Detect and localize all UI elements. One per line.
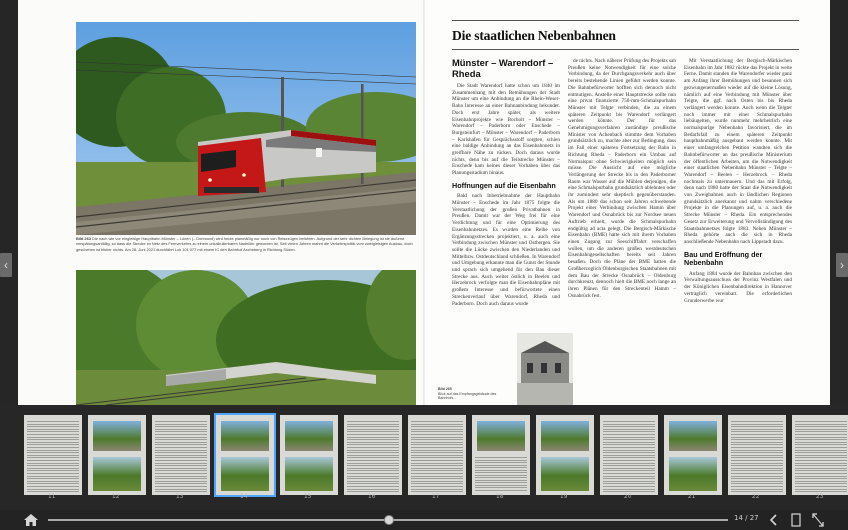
thumbnail-text-line (347, 481, 399, 482)
thumbnail-text-line (411, 486, 463, 487)
thumbnail-text-line (475, 470, 527, 471)
thumbnail-text-line (475, 462, 527, 463)
thumbnail-text-line (475, 477, 527, 478)
thumbnail-text-line (347, 434, 399, 435)
thumbnail-number: 19 (560, 494, 568, 500)
thumbnail-text-line (731, 447, 783, 448)
thumbnail-text-line (347, 421, 399, 422)
thumbnail-text-line (155, 486, 207, 487)
thumbnail-text-line (603, 460, 655, 461)
thumbnail-text-line (795, 426, 847, 427)
thumbnail-page-12[interactable] (88, 415, 146, 495)
thumbnail-text-line (603, 455, 655, 456)
thumbnail-number: 13 (176, 494, 184, 500)
thumbnail-text-line (27, 473, 79, 474)
thumbnail-text-line (411, 465, 463, 466)
thumbnail-text-line (411, 489, 463, 490)
thumbnail-text-line (155, 431, 207, 432)
thumbnail-text-line (27, 465, 79, 466)
thumbnail-text-line (347, 431, 399, 432)
thumbnail-page-19[interactable] (536, 415, 594, 495)
small-photo-caption (438, 387, 508, 401)
thumbnail-text-line (603, 489, 655, 490)
thumbnail-text-line (795, 470, 847, 471)
thumbnail-number: 23 (816, 494, 824, 500)
thumbnail-text-line (155, 465, 207, 466)
thumbnail-page-11[interactable] (24, 415, 82, 495)
thumbnail-text-line (411, 460, 463, 461)
thumbnail-text-line (411, 439, 463, 440)
thumbnail-text-line (27, 421, 79, 422)
thumbnail-text-line (795, 437, 847, 438)
thumbnail-text-line (27, 468, 79, 469)
thumbnail-text-line (27, 491, 79, 492)
article-paragraph: Bald nach Inbetriebnahme der Hauptbahn Münster – Enschede im Jahr 1875 folgte die Verstaatlichung der großen Privatbahnen in Preußen. Damit war der Weg frei für eine Verdichtung und für eine Optimierung des Eisenbahnnetzes. Es wurden eine Reihe von Ergänzungsstrecken projektiert, u. a. auch eine Verbindung zwischen Münster und Ostbergen. Sie sollte die Lücke zwischen den Niederlanden und Mittelbzw. Ostdeutschland schließen. In Warendorf und Umgebung erkannte man die Gunst der Stunde und sprach sich umgehend für den Bau dieser Strecke aus. Auch weiter östlich in Beelen und Herzebrock verfolgte man die Eisenbahnpläne mit großem Interesse und befürwortete einen Streckenverlauf über Warendorf, Rheda und Paderborn. Doch auch daraus wurde (452, 193, 560, 307)
fullscreen-icon[interactable] (812, 513, 824, 527)
thumbnail-text-line (795, 473, 847, 474)
small-caption-label: Bild 265 (438, 387, 452, 391)
thumbnail-text-line (27, 476, 79, 477)
thumbnail-text-line (603, 483, 655, 484)
thumbnail-text-line (411, 452, 463, 453)
thumbnail-text-line (347, 442, 399, 443)
thumbnail-text-line (795, 463, 847, 464)
thumbnail-text-line (27, 470, 79, 471)
thumbnail-text-line (155, 424, 207, 425)
thumbnail-text-line (795, 442, 847, 443)
thumbnail-text-line (347, 444, 399, 445)
thumbnail-text-line (155, 426, 207, 427)
thumbnail-number: 20 (624, 494, 632, 500)
thumbnail-text-line (155, 478, 207, 479)
thumbnail-text-line (155, 460, 207, 461)
thumbnail-text-line (795, 434, 847, 435)
thumbnail-text-line (475, 482, 527, 483)
thumbnail-text-line (27, 489, 79, 490)
thumbnail-text-line (347, 452, 399, 453)
train-photo-bottom (76, 270, 416, 405)
thumbnail-text-line (731, 483, 783, 484)
thumbnail-text-line (27, 426, 79, 427)
thumbnail-text-line (411, 483, 463, 484)
thumbnail-text-line (155, 463, 207, 464)
thumbnail-text-line (603, 421, 655, 422)
thumbnail-text-line (603, 437, 655, 438)
thumbnail-text-line (27, 452, 79, 453)
chevron-left-icon: ‹ (4, 258, 8, 272)
thumbnail-text-line (603, 431, 655, 432)
thumbnail-text-line (795, 481, 847, 482)
thumbnail-text-line (411, 424, 463, 425)
chevron-right-icon: › (840, 258, 844, 272)
thumbnail-text-line (347, 450, 399, 451)
thumbnail-text-line (603, 429, 655, 430)
thumbnail-text-line (603, 426, 655, 427)
thumbnail-text-line (411, 478, 463, 479)
thumbnail-text-line (795, 447, 847, 448)
thumbnail-text-line (27, 442, 79, 443)
thumbnail-text-line (27, 457, 79, 458)
thumbnail-text-line (603, 486, 655, 487)
thumbnail-text-line (475, 485, 527, 486)
text-column-2 (568, 58, 676, 299)
thumbnail-text-line (411, 447, 463, 448)
thumbnail-text-line (475, 465, 527, 466)
thumbnail-page-14[interactable] (216, 415, 274, 495)
thumbnail-photo (669, 457, 717, 491)
thumbnail-number: 15 (304, 494, 312, 500)
article-paragraph: Mit Verstaatlichung der Bergisch-Märkischen Eisenbahn im Jahr 1882 rückte das Projekt in weite Ferne. Damit standen die Warendorfer wieder ganz am Anfang ihrer Bemühungen und besannen sich gezwungenermaßen wieder auf die kleine Lösung, nämlich auf eine Verbindung mit Münster über Telgte, die ggf. nach Osten bis bis Rheda verlängert werden konnte. Auch wenn die Telgter noch immer mit einer Schmalspurbahn liebäugelten, wurde nunmehr mehrheitlich eine normalspurige Nebenbahn favorisiert, die im Bedarfsfall zu einem späteren Zeitpunkt hauptbahnmäßig ausgebaut werden konnte. Mit einer umfangreichen Petition wandten sich die Bahnbefürworter an das preußische Ministerium der öffentlichen Arbeiten, um die Notwendigkeit einer staatlichen Nebenbahn Münster – Telgte – Warendorf – Beelen – Herzebrock – Rheda nochmals zu untermauern. Und das mit Erfolg, denn nach 1880 hatte der Staat die Notwendigkeit von Zweigbahnen auch in ländlichen Regionen grundsätzlich anerkannt und nahm verschiedene Projekte in die Planungen auf, u. a. auch die Strecke Münster – Rheda. Ein entsprechendes Gesetz zur Erweiterung und Vervollständigung des Staatsbahnnetzes folgte 1883. Neben Münster – Rheda gehörte auch die sich in Rheda anschließende Nebenbahn nach Lippstadt dazu. (684, 58, 792, 245)
thumbnail-text-line (155, 468, 207, 469)
thumbnail-photo (669, 421, 717, 451)
thumbnail-text-line (27, 450, 79, 451)
previous-page-button[interactable] (0, 253, 12, 277)
thumbnail-text-line (603, 447, 655, 448)
thumbnail-text-line (795, 465, 847, 466)
thumbnail-text-line (411, 434, 463, 435)
thumbnail-number: 11 (48, 494, 56, 500)
thumbnail-text-line (795, 460, 847, 461)
thumbnail-text-line (411, 481, 463, 482)
thumbnail-text-line (155, 457, 207, 458)
thumbnail-text-line (603, 452, 655, 453)
thumbnail-text-line (731, 426, 783, 427)
thumbnail-text-line (731, 444, 783, 445)
thumbnail-text-line (155, 489, 207, 490)
photo-caption (76, 236, 416, 252)
section-title: Die staatlichen Nebenbahnen (452, 28, 616, 43)
thumbnail-text-line (411, 491, 463, 492)
thumbnail-text-line (603, 463, 655, 464)
thumbnail-text-line (347, 437, 399, 438)
thumbnail-text-line (603, 476, 655, 477)
thumbnail-text-line (795, 444, 847, 445)
thumbnail-text-line (795, 421, 847, 422)
left-page[interactable] (18, 0, 425, 405)
thumbnail-text-line (155, 455, 207, 456)
thumbnail-text-line (347, 489, 399, 490)
thumbnail-text-line (27, 434, 79, 435)
thumbnail-photo (93, 421, 141, 451)
caption-label: Bild 263 (76, 236, 91, 241)
thumbnail-text-line (27, 429, 79, 430)
right-page[interactable] (425, 0, 830, 405)
thumbnail-text-line (731, 424, 783, 425)
thumbnail-text-line (347, 460, 399, 461)
thumbnail-number: 17 (432, 494, 440, 500)
thumbnail-text-line (731, 468, 783, 469)
thumbnail-text-line (27, 439, 79, 440)
article-paragraph: Anfang 1884 wurde der Bahnbau zwischen den Verwaltungsausschuss der Provinz Westfalen und der Königlichen Eisenbahndirektion in Hannover vertraglich vereinbart. Die erforderlichen Grunderwerbe wur (684, 270, 792, 304)
thumbnail-text-line (731, 439, 783, 440)
thumbnail-text-line (603, 442, 655, 443)
thumbnail-text-line (347, 455, 399, 456)
thumbnail-text-line (795, 478, 847, 479)
thumbnail-text-line (475, 472, 527, 473)
thumbnail-text-line (603, 468, 655, 469)
thumbnail-text-line (27, 447, 79, 448)
bottom-toolbar (0, 510, 848, 530)
thumbnail-text-line (795, 483, 847, 484)
thumbnail-text-line (347, 476, 399, 477)
thumbnail-text-line (411, 455, 463, 456)
thumbnail-text-line (155, 442, 207, 443)
thumbnail-text-line (155, 421, 207, 422)
thumbnail-text-line (731, 481, 783, 482)
thumbnail-text-line (731, 457, 783, 458)
thumbnail-text-line (155, 444, 207, 445)
text-column-3 (684, 58, 792, 304)
thumbnail-text-line (603, 470, 655, 471)
thumbnail-text-line (27, 460, 79, 461)
thumbnail-number: 21 (688, 494, 696, 500)
thumbnail-text-line (155, 476, 207, 477)
thumbnail-number: 18 (496, 494, 504, 500)
thumbnail-text-line (411, 426, 463, 427)
thumbnail-text-line (27, 486, 79, 487)
thumbnail-text-line (603, 439, 655, 440)
thumbnail-text-line (411, 429, 463, 430)
thumbnail-text-line (347, 465, 399, 466)
thumbnail-text-line (603, 473, 655, 474)
thumbnail-text-line (731, 450, 783, 451)
article-heading: Münster – Warendorf – Rheda (452, 57, 554, 79)
thumbnail-text-line (411, 421, 463, 422)
thumbnail-number: 16 (368, 494, 376, 500)
thumbnail-text-line (795, 452, 847, 453)
article-paragraph: de nichts. Nach näherer Prüfung des Projekts sah Preußen keine Notwendigkeit für eine solche Verbindung, da der Durchgangsverkehr auch über bereits bestehende Linien geführt werden konnte. Die Bahnbefürworter hofften sich dennoch nicht entmutigen. Anstelle einer Hauptstrecke sollte nun eine privat finanzierte 750-mm-Schmalspurbahn Münster mit Telgte verbinden, die zu einem späteren Zeitpunkt bis Warendorf verlängert werden könnte. Der für das Genehmigungsverfahren zuständige preußische Minister von Achenbach stimmte dem Vorhaben grundsätzlich zu, machte aber zur Bedingung, dass im Fall einer späteren Fortsetzung der Bahn in Richtung Rheda – Paderborn ein Umbau auf Normalspur ohne Schwierigkeiten möglich sein müsse. Die Aussicht auf eine mögliche Verlängerung der Strecke bis in den Paderborner Raum war Wasser auf die Mühlen derjenigen, die eine Schmalspurbahn grundsätzlich ablehnten oder ihr zumindest sehr skeptisch gegenüberstanden. Als um 1880 das schon seit Jahren schwebende Projekt einer Verbindung zwischen Hamm über Warendorf und Osnabrück bis zur Nordsee neuen Auftrieb erhielt, wurde die Schmalspurbahn endgültig ad acta gelegt. Die Bergisch-Märkische Eisenbahn (BME) hatte sich mit ihrem Vorhaben einen Zugang zur Seeschifffahrt verschaffen wollen, um die anderen großen westdeutschen Eisenbahngesellschaften bereits seit Jahren besaßen. Doch die Pläne der BME hatten die Großherzoglich Oldenburgischen Staatsbahnen mit dem Bau der Strecke Osnabrück – Oldenburg durchkreuzt, dennoch hielt die BME noch lange an ihren Plänen für den Streckenteil Hamm – Osnabrück fest. (568, 58, 676, 299)
thumbnail-text-line (731, 473, 783, 474)
thumbnail-text-line (27, 463, 79, 464)
page-indicator: 14 / 27 (734, 514, 759, 522)
thumbnail-photo (93, 457, 141, 491)
thumbnail-text-line (603, 457, 655, 458)
title-rule-top (452, 20, 799, 21)
home-icon[interactable] (24, 514, 38, 526)
thumbnail-text-line (155, 470, 207, 471)
thumbnail-text-line (411, 444, 463, 445)
thumbnail-text-line (731, 476, 783, 477)
thumbnail-text-line (731, 431, 783, 432)
thumbnail-text-line (475, 457, 527, 458)
thumbnail-text-line (155, 452, 207, 453)
thumbnail-photo (541, 421, 589, 451)
thumbnail-text-line (475, 480, 527, 481)
thumbnail-text-line (731, 491, 783, 492)
thumbnail-page-22[interactable] (728, 415, 786, 495)
thumbnail-number: 12 (112, 494, 120, 500)
thumbnail-page-23[interactable] (792, 415, 848, 495)
thumbnail-text-line (347, 470, 399, 471)
thumbnail-text-line (347, 447, 399, 448)
thumbnail-text-line (27, 455, 79, 456)
thumbnail-text-line (347, 424, 399, 425)
thumbnail-text-line (27, 478, 79, 479)
page-slider-handle[interactable] (384, 515, 394, 525)
thumbnail-text-line (411, 476, 463, 477)
thumbnail-text-line (731, 452, 783, 453)
small-caption-text: Blick auf das Empfangsgebäude des Bahnhofs... (438, 391, 497, 401)
thumbnail-text-line (347, 429, 399, 430)
thumbnail-photo (221, 421, 269, 451)
thumbnail-text-line (411, 431, 463, 432)
thumbnail-text-line (795, 439, 847, 440)
thumbnail-page-21[interactable] (664, 415, 722, 495)
thumbnail-text-line (731, 478, 783, 479)
thumbnail-text-line (347, 463, 399, 464)
station-photo (517, 333, 573, 405)
thumbnail-text-line (411, 457, 463, 458)
thumbnail-text-line (347, 486, 399, 487)
thumbnail-text-line (795, 450, 847, 451)
thumbnail-text-line (347, 478, 399, 479)
caption-text: Die nach wie vor eingleisige Hauptbahn Münster – Lünen (– Dortmund) wird heute planmäßig nur noch von Reisezügen befahren. Aufgrund der sehr dichten Belegung ist sie äußerst verspätungsanfällig, so dass die Strecke im Netz des Fernverkehrs zu einem unkalkulierbaren Nadelöhr geworden ist. Seit vielen Jahren mahnt die Verkehrspolitik vom zweigleisigen Ausbau, doch geschehen ist bisher nichts. Am 28. Juni 2021 durchfährt Lok 101 077 mit einem IC den Bahnhof Ascheberg in Richtung Süden. (76, 236, 413, 252)
chevron-left-icon[interactable] (768, 513, 780, 527)
thumbnail-text-line (731, 455, 783, 456)
thumbnail-text-line (603, 424, 655, 425)
thumbnail-text-line (731, 429, 783, 430)
thumbnail-text-line (603, 465, 655, 466)
single-page-icon[interactable] (790, 513, 802, 527)
text-column-1 (452, 58, 560, 307)
thumbnail-text-line (347, 473, 399, 474)
article-paragraph: Die Stadt Warendorf hatte schon um 1840 im Zusammenhang mit den Bemühungen der Stadt Münster um eine Anbindung an die Rhein-Weser-Bahn Interesse an einer Bahnanbindung bekundet. Doch erst Jahre später, als weitere Eisenbahnprojekte wie Bocholt – Münster – Warendorf – Paderborn oder Enschede – Burgsteinfurt – Münster – Warendorf – Paderborn – Karlshafen für Gesprächsstoff sorgten, schien eine baldige Anbindung an das Eisenbahnnetz in greifbare Nähe zu rücken. Doch daraus wurde nichts, denn bis auf die Teilstrecke Münster – Enschede kam keines dieser Vorhaben über das Planungsstadium hinaus. (452, 83, 560, 177)
thumbnail-text-line (411, 442, 463, 443)
thumbnail-text-line (795, 424, 847, 425)
thumbnail-text-line (795, 455, 847, 456)
thumbnail-text-line (347, 483, 399, 484)
thumbnail-text-line (603, 478, 655, 479)
train-photo-top (76, 22, 416, 235)
thumbnail-number: 14 (240, 494, 248, 500)
thumbnail-text-line (155, 434, 207, 435)
thumbnail-page-20[interactable] (600, 415, 658, 495)
thumbnail-number: 22 (752, 494, 760, 500)
thumbnail-page-13[interactable] (152, 415, 210, 495)
thumbnail-text-line (795, 457, 847, 458)
thumbnail-text-line (731, 470, 783, 471)
thumbnail-text-line (27, 424, 79, 425)
thumbnail-page-18[interactable] (472, 415, 530, 495)
thumbnail-text-line (731, 421, 783, 422)
thumbnail-text-line (411, 468, 463, 469)
thumbnail-text-line (27, 444, 79, 445)
thumbnail-text-line (347, 439, 399, 440)
thumbnail-photo (221, 457, 269, 491)
thumbnail-text-line (603, 491, 655, 492)
thumbnail-text-line (603, 481, 655, 482)
thumbnail-text-line (795, 486, 847, 487)
thumbnail-text-line (27, 437, 79, 438)
thumbnail-text-line (731, 442, 783, 443)
thumbnail-text-line (155, 439, 207, 440)
thumbnail-text-line (795, 491, 847, 492)
thumbnail-text-line (411, 470, 463, 471)
thumbnail-text-line (155, 491, 207, 492)
thumbnail-page-16[interactable] (344, 415, 402, 495)
thumbnail-text-line (731, 486, 783, 487)
title-rule-bottom (452, 49, 799, 50)
thumbnail-text-line (155, 450, 207, 451)
thumbnail-text-line (27, 481, 79, 482)
thumbnail-photo (285, 457, 333, 491)
thumbnail-text-line (475, 467, 527, 468)
thumbnail-text-line (27, 483, 79, 484)
thumbnail-text-line (731, 463, 783, 464)
thumbnail-text-line (347, 468, 399, 469)
thumbnail-text-line (347, 491, 399, 492)
next-page-button[interactable] (836, 253, 848, 277)
thumbnail-photo (285, 421, 333, 451)
thumbnail-text-line (155, 481, 207, 482)
article-subheading: Hoffnungen auf die Eisenbahn (452, 180, 556, 190)
thumbnail-text-line (795, 431, 847, 432)
thumbnail-page-15[interactable] (280, 415, 338, 495)
thumbnail-photo (477, 421, 525, 451)
thumbnail-text-line (155, 483, 207, 484)
thumbnail-text-line (795, 489, 847, 490)
thumbnail-text-line (475, 460, 527, 461)
article-subheading: Bau und Eröffnung der Nebenbahn (684, 249, 763, 268)
thumbnail-text-line (731, 465, 783, 466)
thumbnail-text-line (347, 426, 399, 427)
thumbnail-text-line (27, 431, 79, 432)
thumbnail-text-line (731, 460, 783, 461)
thumbnail-text-line (795, 468, 847, 469)
thumbnail-strip[interactable] (0, 405, 848, 510)
thumbnail-photo (541, 457, 589, 491)
thumbnail-text-line (411, 437, 463, 438)
thumbnail-text-line (411, 473, 463, 474)
thumbnail-text-line (603, 434, 655, 435)
thumbnail-text-line (155, 447, 207, 448)
thumbnail-text-line (411, 450, 463, 451)
thumbnail-text-line (475, 487, 527, 488)
thumbnail-text-line (155, 473, 207, 474)
thumbnail-text-line (731, 489, 783, 490)
thumbnail-text-line (795, 429, 847, 430)
thumbnail-text-line (731, 434, 783, 435)
thumbnail-text-line (155, 437, 207, 438)
thumbnail-text-line (411, 463, 463, 464)
thumbnail-page-17[interactable] (408, 415, 466, 495)
thumbnail-text-line (475, 475, 527, 476)
thumbnail-text-line (603, 444, 655, 445)
thumbnail-text-line (731, 437, 783, 438)
thumbnail-text-line (347, 457, 399, 458)
thumbnail-text-line (475, 490, 527, 491)
thumbnail-text-line (795, 476, 847, 477)
thumbnail-text-line (155, 429, 207, 430)
thumbnail-text-line (603, 450, 655, 451)
